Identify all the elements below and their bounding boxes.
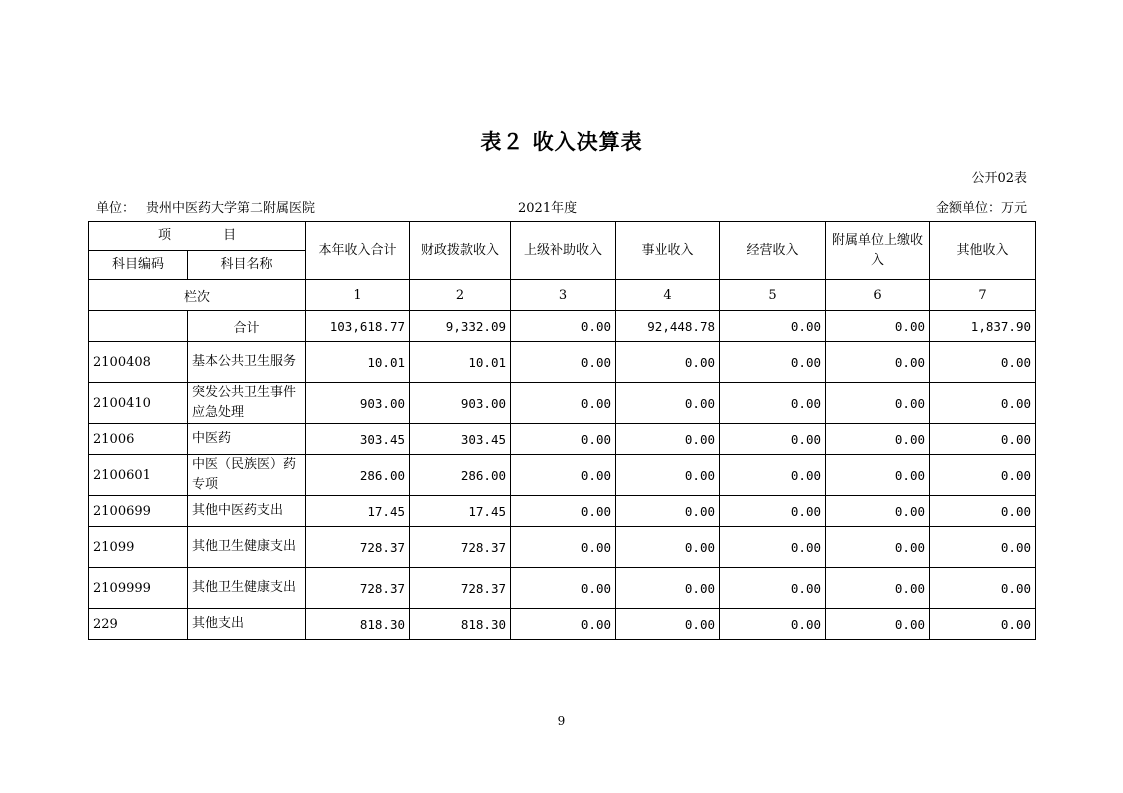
amount-cell: 0.00 (930, 609, 1036, 640)
amount-cell: 0.00 (616, 609, 720, 640)
column-index-row (89, 280, 1036, 311)
page-number: 9 (557, 714, 566, 728)
amount-cell: 10.01 (306, 342, 410, 383)
item-header: 项 目 (89, 222, 306, 251)
col-header-business: 事业收入 (616, 222, 720, 280)
amount-cell: 0.00 (930, 424, 1036, 455)
amount-cell: 0.00 (930, 342, 1036, 383)
page-title: 表２ 收入决算表 (480, 130, 643, 154)
total-label: 合计 (188, 311, 306, 342)
amount-cell: 0.00 (826, 609, 930, 640)
amount-cell: 0.00 (511, 609, 616, 640)
subject-code: 2100601 (89, 455, 188, 496)
form-number: 公开02表 (971, 171, 1027, 186)
amount-cell: 0.00 (826, 342, 930, 383)
amount-cell: 286.00 (306, 455, 410, 496)
amount-cell: 303.45 (410, 424, 511, 455)
amount-cell: 0.00 (511, 424, 616, 455)
col-number: 1 (306, 280, 410, 311)
amount-cell: 0.00 (826, 424, 930, 455)
subject-code-header: 科目编码 (89, 251, 188, 280)
table-row (89, 424, 1036, 455)
amount-cell: 0.00 (511, 496, 616, 527)
subject-name: 中医药 (188, 424, 306, 455)
total-value: 103,618.77 (306, 311, 410, 342)
amount-cell: 0.00 (930, 568, 1036, 609)
subject-name: 其他卫生健康支出 (188, 568, 306, 609)
table-row (89, 383, 1036, 424)
total-value: 0.00 (511, 311, 616, 342)
subject-code: 21099 (89, 527, 188, 568)
total-row (89, 311, 1036, 342)
amount-cell: 0.00 (720, 527, 826, 568)
fiscal-year: 2021年度 (518, 201, 578, 216)
table-row (89, 342, 1036, 383)
amount-cell: 818.30 (306, 609, 410, 640)
subject-name: 其他卫生健康支出 (188, 527, 306, 568)
amount-cell: 0.00 (720, 609, 826, 640)
col-header-operating: 经营收入 (720, 222, 826, 280)
amount-cell: 0.00 (616, 424, 720, 455)
amount-cell: 0.00 (720, 383, 826, 424)
amount-cell: 728.37 (410, 527, 511, 568)
subject-code: 2100410 (89, 383, 188, 424)
col-header-superior-subsidy: 上级补助收入 (511, 222, 616, 280)
subject-code: 2100408 (89, 342, 188, 383)
col-number: 5 (720, 280, 826, 311)
unit-name: 贵州中医药大学第二附属医院 (146, 201, 316, 216)
col-header-affiliated: 附属单位上缴收入 (826, 222, 930, 280)
amount-cell: 0.00 (930, 496, 1036, 527)
table-row (89, 527, 1036, 568)
amount-cell: 0.00 (616, 568, 720, 609)
amount-cell: 0.00 (511, 568, 616, 609)
amount-cell: 0.00 (930, 455, 1036, 496)
col-header-fiscal: 财政拨款收入 (410, 222, 511, 280)
total-value: 1,837.90 (930, 311, 1036, 342)
table-row (89, 496, 1036, 527)
amount-cell: 10.01 (410, 342, 511, 383)
subject-code: 21006 (89, 424, 188, 455)
subject-name: 中医（民族医）药专项 (188, 455, 306, 496)
col-header-other: 其他收入 (930, 222, 1036, 280)
total-value: 0.00 (720, 311, 826, 342)
amount-cell: 0.00 (720, 496, 826, 527)
total-value: 9,332.09 (410, 311, 511, 342)
amount-cell: 903.00 (410, 383, 511, 424)
col-number: 4 (616, 280, 720, 311)
amount-cell: 0.00 (720, 424, 826, 455)
amount-cell: 0.00 (720, 455, 826, 496)
amount-cell: 0.00 (826, 527, 930, 568)
amount-cell: 0.00 (826, 496, 930, 527)
col-number: 7 (930, 280, 1036, 311)
total-value: 0.00 (826, 311, 930, 342)
amount-cell: 818.30 (410, 609, 511, 640)
amount-cell: 0.00 (720, 568, 826, 609)
amount-cell: 0.00 (511, 342, 616, 383)
subject-name: 突发公共卫生事件应急处理 (188, 383, 306, 424)
amount-cell: 0.00 (720, 342, 826, 383)
amount-cell: 0.00 (616, 383, 720, 424)
subject-name: 其他中医药支出 (188, 496, 306, 527)
amount-cell: 0.00 (511, 383, 616, 424)
subject-code: 2109999 (89, 568, 188, 609)
subject-name: 基本公共卫生服务 (188, 342, 306, 383)
amount-cell: 728.37 (306, 568, 410, 609)
subject-name-header: 科目名称 (188, 251, 306, 280)
amount-cell: 0.00 (616, 342, 720, 383)
amount-cell: 0.00 (826, 568, 930, 609)
amount-cell: 0.00 (511, 455, 616, 496)
amount-cell: 0.00 (616, 455, 720, 496)
amount-cell: 286.00 (410, 455, 511, 496)
subject-code: 229 (89, 609, 188, 640)
col-number: 2 (410, 280, 511, 311)
amount-unit: 金额单位：万元 (935, 201, 1027, 216)
amount-cell: 0.00 (930, 527, 1036, 568)
amount-cell: 303.45 (306, 424, 410, 455)
row-index-label: 栏次 (89, 280, 306, 311)
header-row-1 (89, 222, 1036, 251)
subject-name: 其他支出 (188, 609, 306, 640)
amount-cell: 0.00 (511, 527, 616, 568)
col-number: 3 (511, 280, 616, 311)
total-code-cell (89, 311, 188, 342)
subject-code: 2100699 (89, 496, 188, 527)
amount-cell: 0.00 (826, 455, 930, 496)
col-header-total: 本年收入合计 (306, 222, 410, 280)
total-value: 92,448.78 (616, 311, 720, 342)
amount-cell: 728.37 (306, 527, 410, 568)
amount-cell: 17.45 (306, 496, 410, 527)
table-row (89, 568, 1036, 609)
amount-cell: 17.45 (410, 496, 511, 527)
amount-cell: 0.00 (616, 496, 720, 527)
amount-cell: 0.00 (826, 383, 930, 424)
table-row (89, 609, 1036, 640)
col-number: 6 (826, 280, 930, 311)
amount-cell: 903.00 (306, 383, 410, 424)
amount-cell: 728.37 (410, 568, 511, 609)
table-row (89, 455, 1036, 496)
unit-label: 单位： (96, 201, 136, 216)
amount-cell: 0.00 (930, 383, 1036, 424)
income-table (88, 221, 1036, 640)
amount-cell: 0.00 (616, 527, 720, 568)
